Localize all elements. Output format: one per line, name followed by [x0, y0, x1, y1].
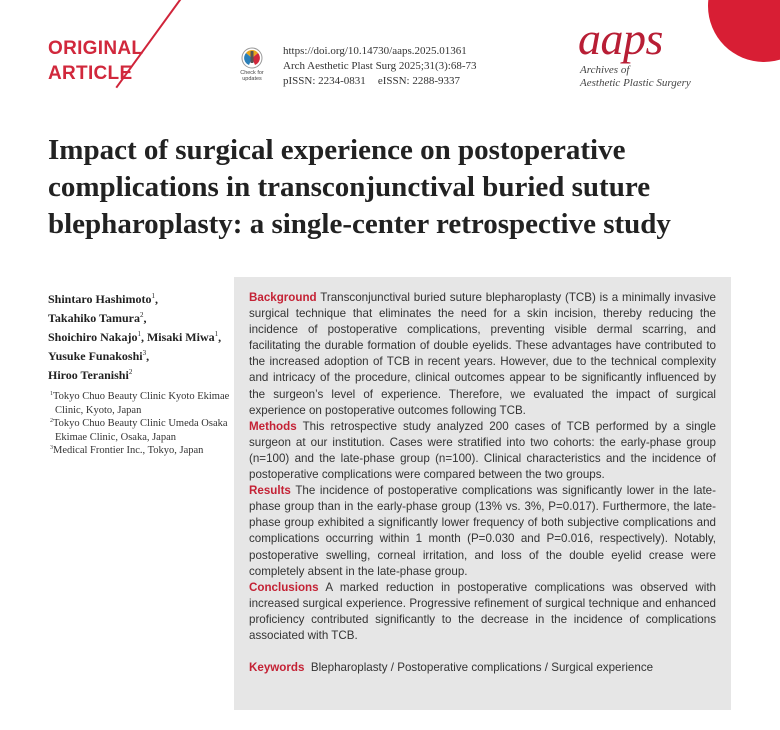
check-for-updates-icon — [240, 47, 264, 69]
author-affiliation-mark: 1 — [137, 330, 141, 338]
author-affiliation-mark: 2 — [139, 311, 144, 319]
article-type-line2: ARTICLE — [48, 63, 133, 84]
affiliation-item — [48, 444, 233, 458]
affiliation-mark: 1 — [50, 391, 53, 397]
abstract-conclusions-text: A marked reduction in postoperative complications was observed with increased surgical experience. Progressive refinement of surgical technique and enhanced proficiency contributed significantly to the decrease in the incidence of complications associated with TCB. — [249, 580, 716, 642]
affiliation-mark: 3 — [50, 445, 53, 451]
article-type-label — [48, 36, 143, 86]
author-separator: , — [218, 330, 222, 344]
journal-logo: aaps — [578, 13, 663, 64]
article-meta — [283, 44, 477, 89]
abstract-background-heading: Background — [249, 291, 317, 304]
author-name: Shoichiro Nakajo — [48, 330, 138, 344]
journal-logo-block — [578, 13, 691, 90]
abstract-methods-heading: Methods — [249, 419, 297, 433]
abstract-box — [234, 277, 731, 710]
author-name: Takahiko Tamura — [48, 311, 140, 325]
author-name: Hiroo Teranishi — [48, 368, 129, 382]
author-separator: , — [146, 349, 150, 363]
abstract-results — [249, 483, 716, 580]
article-title: Impact of surgical experience on postoperative complications in transconjunctival buried suture blepharoplasty: a single-center retrospective study — [48, 134, 671, 240]
author-separator: , — [143, 311, 147, 325]
check-for-updates-line1: Check for — [240, 70, 264, 76]
eissn: eISSN: 2288-9337 — [377, 75, 461, 87]
affiliation-item — [48, 390, 233, 417]
abstract-results-text: The incidence of postoperative complications was significantly lower in the late-phase group than in the early-phase group (13% vs. 3%, P=0.017). Furthermore, the late-phase group exhibited a significantly lower frequency of both subjective complications and complications occurring within 1 month (P=0.030 and P=0.016, respectively). Notably, postoperative swelling, corneal irritation, and loss of the double eyelid crease were completely absent in the late-phase group. — [249, 484, 716, 578]
keywords-heading: Keywords — [249, 661, 305, 675]
author-name: Shintaro Hashimoto — [48, 292, 152, 306]
affiliation-mark: 2 — [50, 418, 53, 424]
affiliation-text: Medical Frontier Inc., Tokyo, Japan — [53, 445, 204, 456]
check-for-updates-text — [240, 70, 264, 82]
journal-name-line2: Aesthetic Plastic Surgery — [580, 77, 691, 89]
citation: Arch Aesthetic Plast Surg 2025;31(3):68-73 — [283, 60, 477, 72]
author-affiliation-mark: 1 — [151, 292, 155, 300]
abstract-conclusions — [249, 580, 716, 644]
abstract-conclusions-heading: Conclusions — [249, 580, 319, 594]
author-name: Yusuke Funakoshi — [48, 349, 143, 363]
decorative-corner-circle — [708, 0, 780, 62]
journal-name — [580, 64, 691, 90]
affiliation-item — [48, 417, 233, 444]
article-type-line1: ORIGINAL — [48, 38, 144, 59]
check-for-updates-line2: updates — [242, 76, 262, 82]
abstract-methods-text: This retrospective study analyzed 200 cases of TCB performed by a single surgeon at our institution. Cases were stratified into two cohorts: the early-phase group (n=100) and the late-phase group (n=100). Clinical characteristics and the incidence of postoperative complications were compared between the two groups. — [249, 419, 716, 482]
affiliation-list — [48, 390, 233, 458]
affiliation-text: Tokyo Chuo Beauty Clinic Kyoto Ekimae Clinic, Kyoto, Japan — [53, 391, 230, 416]
author-affiliation-mark: 1 — [214, 330, 219, 338]
doi-link[interactable]: https://doi.org/10.14730/aaps.2025.01361 — [283, 45, 467, 57]
issn-line — [283, 74, 477, 89]
author-separator: , — [140, 330, 147, 344]
journal-name-line1: Archives of — [580, 64, 630, 76]
author-list — [48, 290, 233, 385]
author-name: Misaki Miwa — [146, 330, 215, 344]
affiliation-text: Tokyo Chuo Beauty Clinic Umeda Osaka Ekimae Clinic, Osaka, Japan — [53, 418, 228, 443]
abstract-results-heading: Results — [249, 484, 291, 498]
keywords-text: Blepharoplasty / Postoperative complications / Surgical experience — [310, 661, 654, 675]
abstract-methods — [249, 419, 716, 483]
pissn: pISSN: 2234-0831 — [283, 75, 366, 87]
abstract-background — [249, 290, 716, 419]
author-affiliation-mark: 3 — [142, 349, 147, 357]
author-affiliation-mark: 2 — [128, 368, 133, 376]
abstract-background-text: Transconjunctival buried suture blepharoplasty (TCB) is a minimally invasive surgical technique that eliminates the need for a skin incision, thereby reducing the incidence of postoperative complications, preventing visible dermal scarring, and facilitating the durable formation of double eyelids. These advantages have contributed to the increased adoption of TCB in recent years. However, due to the technical complexity and intricacy of the procedure, clinical outcomes appear to be significantly influenced by the surgeon’s level of experience. Therefore, we evaluated the impact of surgical experience on postoperative outcomes following TCB. — [249, 291, 717, 417]
abstract-keywords — [249, 660, 716, 676]
author-separator: , — [154, 292, 158, 306]
check-for-updates-badge[interactable] — [236, 47, 268, 82]
